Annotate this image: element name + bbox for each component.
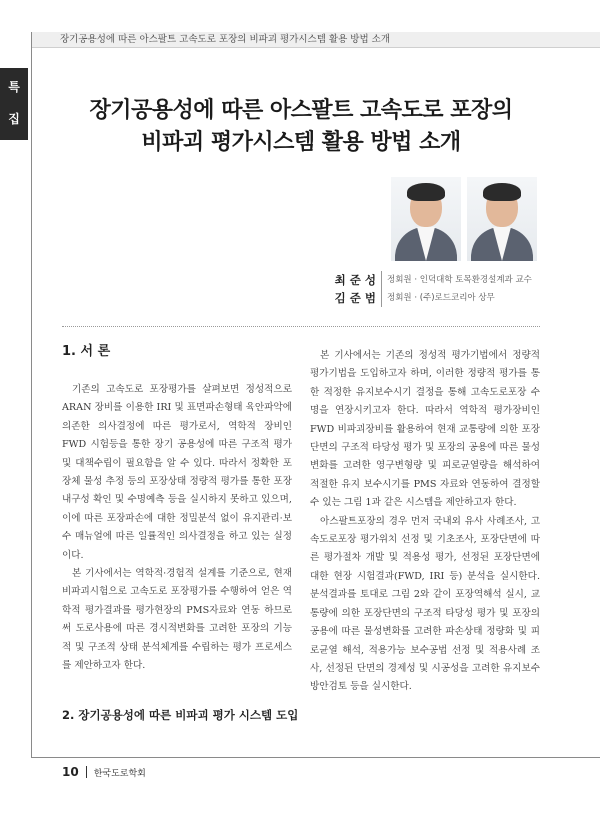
paragraph-4: 아스팔트포장의 경우 먼저 국내외 유사 사례조사, 고속도로포장 평가위치 선정 및 기초조사, 포장단면에 따른 평가절차 개발 및 적용성 평가, 선정된 포장단면에 대한 현장 시험결과(FWD, IRI 등) 분석을 실시한다. 분석결과를 토대로 그림 2와 같이 포장역해석 실시, 교통량에 의한 포장단면의 구조적 타당성 평가 및 포장의 공용에 따른 물성변화를 고려한 파손상태 정량화 및 피로균열 해석, 적용가능 보수공법 선정 및 적용사례 조사, 선정된 단면의 경제성 및 시공성을 고려한 유지보수 방안검토 등을 실시한다. [310, 515, 540, 693]
footer-separator [86, 766, 87, 778]
footer-rule [32, 757, 600, 758]
author-photo-1 [391, 177, 461, 261]
paragraph-2: 본 기사에서는 역학적·경험적 설계를 기준으로, 현재 비파괴시험으로 고속도로 포장평가를 수행하여 얻은 역학적 평가결과를 평가현장의 PMS자료와 연동 하므로써 도로사용에 따른 경시적변화를 고려한 포장의 기능적 및 구조적 상태 분석체계를 수립하는 평가 프로세스를 제안하고자 한다. [62, 568, 292, 672]
section-2-heading: 2. 장기공용성에 따른 비파괴 평가 시스템 도입 [62, 708, 299, 722]
section-1-heading: 1. 서 론 [62, 344, 111, 359]
body-column-left [62, 343, 292, 676]
running-header [32, 32, 600, 48]
author-name-2: 김 준 범 [334, 291, 376, 305]
title-line-1: 장기공용성에 따른 아스팔트 고속도로 포장의 [89, 98, 513, 123]
article-title [40, 95, 562, 159]
page-footer [62, 765, 146, 779]
special-feature-tab [0, 68, 28, 140]
running-title: 장기공용성에 따른 아스팔트 고속도로 포장의 비파괴 평가시스템 활용 방법 소개 [60, 34, 391, 45]
author-photo-2 [467, 177, 537, 261]
left-margin-rule [31, 32, 32, 758]
section-divider [62, 326, 540, 327]
author-name-1: 최 준 성 [334, 273, 376, 287]
body-column-right [310, 347, 540, 697]
tab-char-1: 특 [8, 80, 20, 94]
author-affiliation-2: 정회원 · (주)로드코리아 상무 [381, 289, 532, 307]
page-number: 10 [62, 765, 79, 779]
publication-name: 한국도로학회 [93, 769, 146, 779]
paragraph-3: 본 기사에서는 기존의 정성적 평가기법에서 정량적 평가기법을 도입하고자 하며, 이러한 정량적 평가를 통한 적정한 유지보수시기 결정을 통해 고속도로포장 수명을 연장시키고자 한다. 따라서 역학적 평가장비인 FWD 비파괴장비를 활용하여 현재 교통량에 의한 포장단면의 구조적 타당성 평가 및 포장의 공용에 따른 물성변화를 고려한 영구변형량 및 피로균열량을 해석하여 적절한 유지 보수시기를 PMS 자료와 연동하여 결정할 수 있는 그림 1과 같은 시스템을 제안하고자 한다. [310, 350, 540, 509]
tab-char-2: 집 [8, 112, 20, 126]
author-affiliations [381, 271, 532, 307]
author-affiliation-1: 정회원 · 인덕대학 토목환경설계과 교수 [381, 271, 532, 289]
author-names [320, 271, 376, 307]
paragraph-1: 기존의 고속도로 포장평가를 살펴보면 정성적으로 ARAN 장비를 이용한 IRI 및 표면파손형태 육안파악에 의존한 의사결정에 따른 평가로서, 역학적 장비인 FWD 시험등을 통한 장기 공용성에 따른 구조적 평가 및 대책수립이 필요함을 알 수 있다. 따라서 정확한 포장체 물성 추정 등의 포장상태 정량적 평가를 통한 포장내구성 확인 및 수명예측 등을 실시하지 못하고 있으며, 이에 따른 포장파손에 대한 정밀분석 없이 유지관리·보수 매뉴얼에 따른 일률적인 의사결정을 하고 있는 실정이다. [62, 384, 292, 561]
title-line-2: 비파괴 평가시스템 활용 방법 소개 [141, 130, 461, 155]
